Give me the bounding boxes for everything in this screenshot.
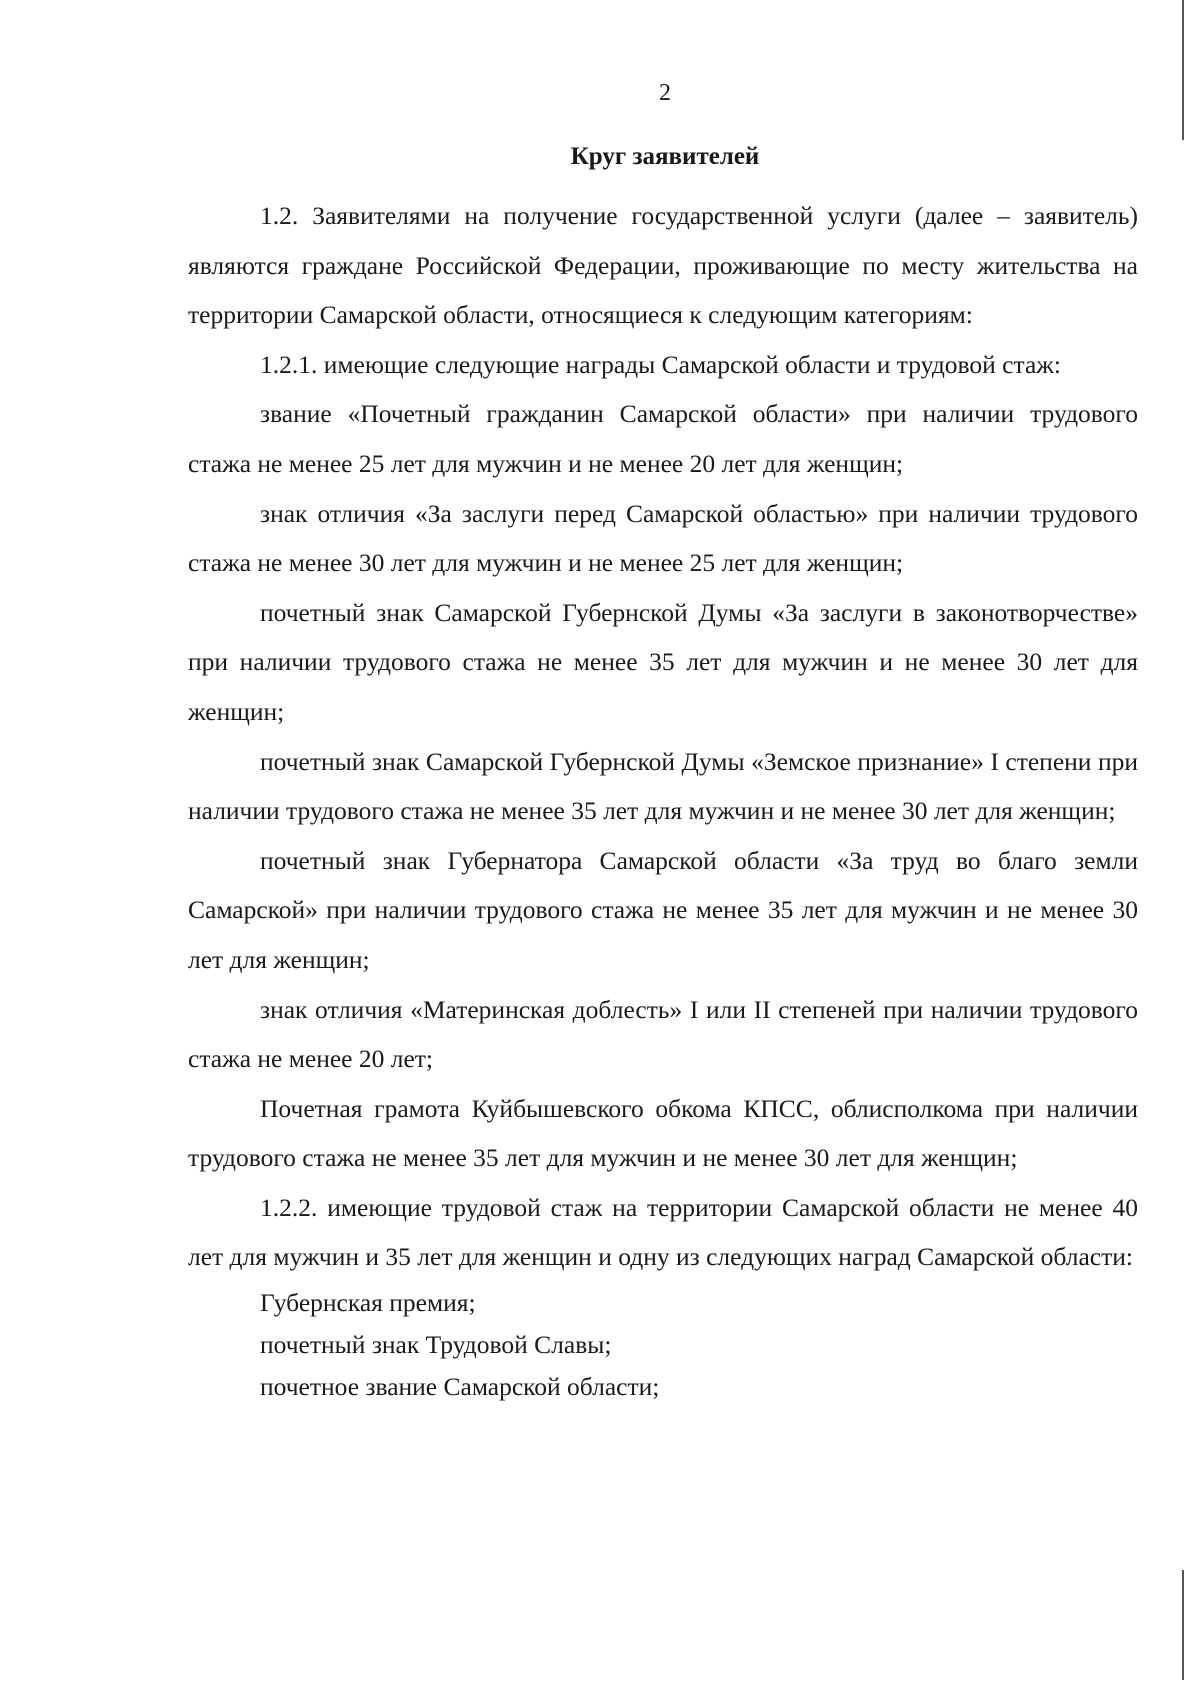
- paragraph-honorary-citizen: звание «Почетный гражданин Самарской области» при наличии трудового стажа не менее 25 лет для мужчин и не менее 20 лет для женщин;: [188, 399, 1138, 478]
- paragraph-1-2: 1.2. Заявителями на получение государственной услуги (далее – заявитель) являются граждане Российской Федерации, проживающие по месту жительства на территории Самарской области, относящиеся к следующим категориям:: [188, 201, 1138, 330]
- page-number: 2: [659, 80, 671, 106]
- paragraph-merit-badge: знак отличия «За заслуги перед Самарской областью» при наличии трудового стажа не менее 30 лет для мужчин и не менее 25 лет для женщин;: [188, 498, 1138, 578]
- paragraph-zemstvo-badge: почетный знак Самарской Губернской Думы «Земское признание» I степени при наличии трудового стажа не менее 35 лет для мужчин и не менее 30 лет для женщин;: [188, 746, 1138, 826]
- list-item-labor-glory: почетный знак Трудовой Славы;: [260, 1330, 612, 1360]
- scan-edge-line-top: [1182, 0, 1184, 140]
- paragraph-maternal-valor: знак отличия «Материнская доблесть» I или II степеней при наличии трудового стажа не менее 20 лет;: [188, 994, 1138, 1074]
- paragraph-cpsu-certificate: Почетная грамота Куйбышевского обкома КПСС, облисполкома при наличии трудового стажа не менее 35 лет для мужчин и не менее 30 лет для женщин;: [188, 1093, 1138, 1173]
- document-body: [188, 191, 1138, 1408]
- paragraph-lawmaking-badge: почетный знак Самарской Губернской Думы «За заслуги в законотворчестве» при наличии трудового стажа не менее 35 лет для мужчин и не менее 30 лет для женщин;: [188, 597, 1138, 726]
- paragraph-governor-badge: почетный знак Губернатора Самарской области «За труд во благо земли Самарской» при наличии трудового стажа не менее 35 лет для мужчин и не менее 30 лет для женщин;: [188, 845, 1138, 974]
- scan-edge-line-bottom: [1182, 1570, 1184, 1680]
- list-item-governor-prize: Губернская премия;: [260, 1288, 476, 1318]
- paragraph-1-2-1: 1.2.1. имеющие следующие награды Самарской области и трудовой стаж:: [260, 349, 1061, 379]
- paragraph-1-2-2: 1.2.2. имеющие трудовой стаж на территории Самарской области не менее 40 лет для мужчин и 35 лет для женщин и одну из следующих наград Самарской области:: [188, 1192, 1138, 1272]
- list-item-honorary-title: почетное звание Самарской области;: [260, 1372, 660, 1402]
- section-title: Круг заявителей: [570, 143, 760, 170]
